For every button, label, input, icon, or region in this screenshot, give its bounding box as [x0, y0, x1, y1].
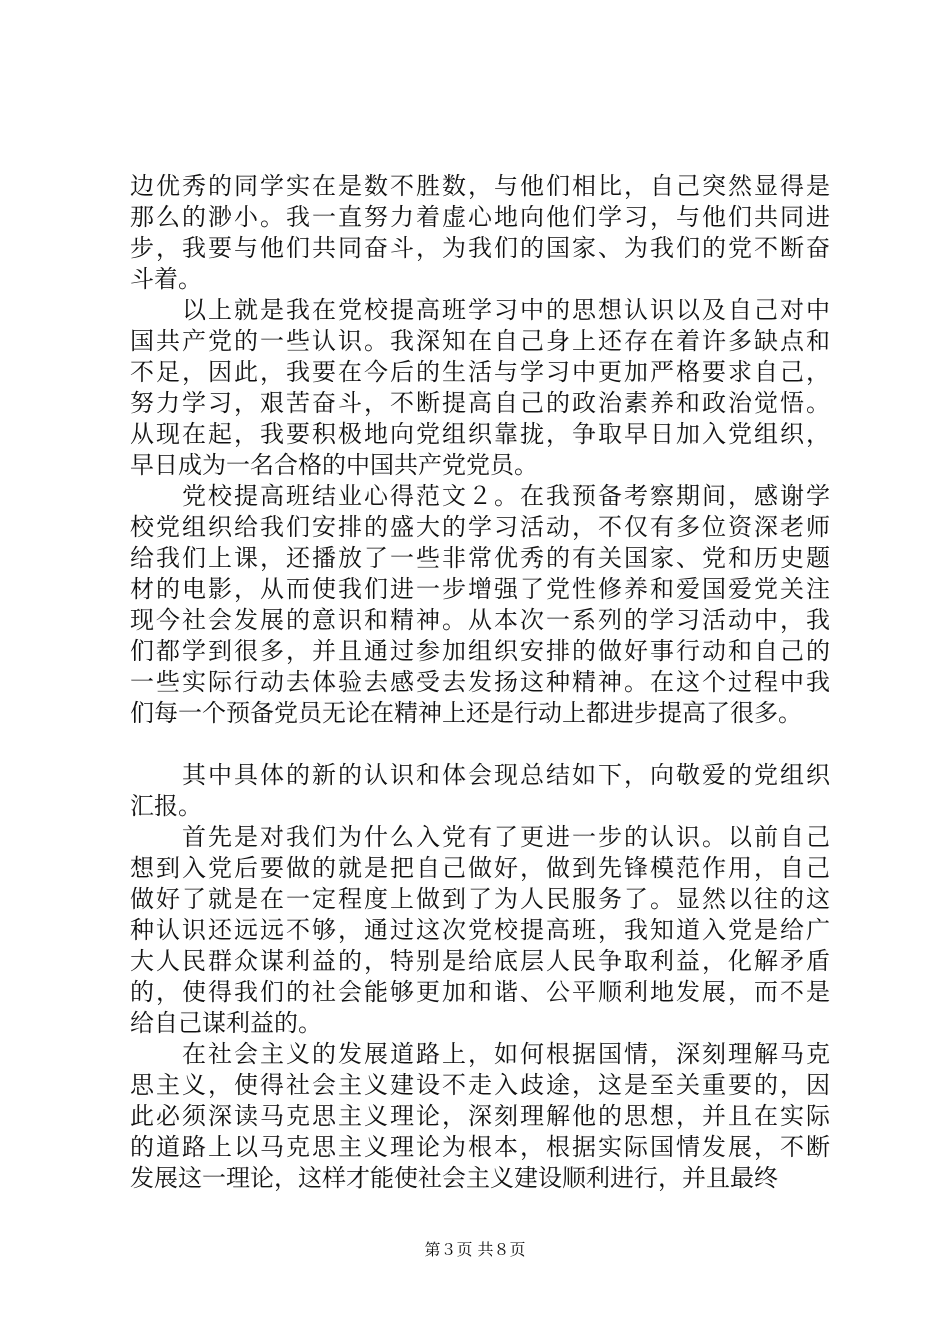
- paragraph-line: 给自己谋利益的。: [130, 1009, 322, 1037]
- paragraph-line: 种认识还远远不够，通过这次党校提高班，我知道入党是给广: [130, 916, 830, 944]
- document-body: [130, 171, 830, 1194]
- paragraph-line: 材的电影，从而使我们进一步增强了党性修养和爱国爱党关注: [130, 575, 830, 603]
- paragraph-line: 发展这一理论，这样才能使社会主义建设顺利进行，并且最终: [130, 1164, 778, 1192]
- paragraph-line: 一些实际行动去体验去感受去发扬这种精神。在这个过程中我: [130, 668, 830, 696]
- paragraph-line: 此必须深读马克思主义理论，深刻理解他的思想，并且在实际: [130, 1102, 830, 1130]
- page-footer: 第３页 共８页: [424, 1240, 526, 1259]
- paragraph-line: 从现在起，我要积极地向党组织靠拢，争取早日加入党组织，: [130, 420, 830, 448]
- paragraph-gap: [130, 729, 830, 760]
- paragraph-line: 努力学习，艰苦奋斗，不断提高自己的政治素养和政治觉悟。: [130, 389, 830, 417]
- paragraph-line: 的道路上以马克思主义理论为根本，根据实际国情发展，不断: [130, 1133, 830, 1161]
- paragraph-line: 现今社会发展的意识和精神。从本次一系列的学习活动中，我: [130, 606, 830, 634]
- paragraph-line: 国共产党的一些认识。我深知在自己身上还存在着许多缺点和: [130, 327, 830, 355]
- paragraph-line: 给我们上课，还播放了一些非常优秀的有关国家、党和历史题: [130, 544, 830, 572]
- paragraph-line: 想到入党后要做的就是把自己做好，做到先锋模范作用，自己: [130, 854, 830, 882]
- paragraph: [130, 295, 830, 481]
- paragraph-line: 思主义，使得社会主义建设不走入歧途，这是至关重要的，因: [130, 1071, 830, 1099]
- paragraph-line: 大人民群众谋利益的，特别是给底层人民争取利益，化解矛盾: [130, 947, 830, 975]
- paragraph: [130, 481, 830, 729]
- paragraph-line: 不足，因此，我要在今后的生活与学习中更加严格要求自己，: [130, 358, 830, 386]
- paragraph-line: 校党组织给我们安排的盛大的学习活动，不仅有多位资深老师: [130, 513, 830, 541]
- paragraph-line: 那么的渺小。我一直努力着虚心地向他们学习，与他们共同进: [130, 203, 830, 231]
- paragraph-line: 以上就是我在党校提高班学习中的思想认识以及自己对中: [182, 296, 830, 324]
- paragraph-line: 边优秀的同学实在是数不胜数，与他们相比，自己突然显得是: [130, 172, 830, 200]
- paragraph: [130, 1039, 830, 1194]
- paragraph-line: 在社会主义的发展道路上，如何根据国情，深刻理解马克: [182, 1040, 830, 1068]
- paragraph: [130, 760, 830, 822]
- paragraph-line: 其中具体的新的认识和体会现总结如下，向敬爱的党组织: [182, 761, 830, 789]
- paragraph-line: 首先是对我们为什么入党有了更进一步的认识。以前自己: [182, 823, 830, 851]
- paragraph-line: 斗着。: [130, 265, 202, 293]
- paragraph-line: 党校提高班结业心得范文２。在我预备考察期间，感谢学: [182, 482, 830, 510]
- paragraph-line: 们都学到很多，并且通过参加组织安排的做好事行动和自己的: [130, 637, 830, 665]
- paragraph-line: 步，我要与他们共同奋斗，为我们的国家、为我们的党不断奋: [130, 234, 830, 262]
- paragraph-line: 的，使得我们的社会能够更加和谐、公平顺利地发展，而不是: [130, 978, 830, 1006]
- paragraph-line: 们每一个预备党员无论在精神上还是行动上都进步提高了很多。: [130, 699, 802, 727]
- paragraph-line: 汇报。: [130, 792, 202, 820]
- paragraph-line: 早日成为一名合格的中国共产党党员。: [130, 451, 538, 479]
- paragraph: [130, 822, 830, 1039]
- paragraph: [130, 171, 830, 295]
- paragraph-line: 做好了就是在一定程度上做到了为人民服务了。显然以往的这: [130, 885, 830, 913]
